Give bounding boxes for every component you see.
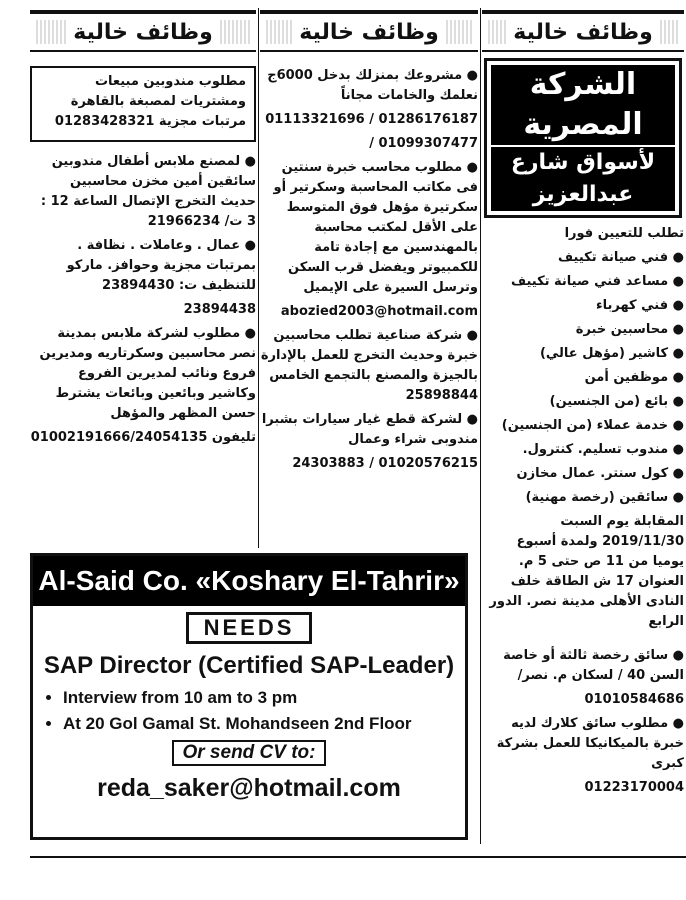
job-item: ● موظفين أمن <box>584 370 684 385</box>
boxed-ad <box>30 66 256 142</box>
needs-label: NEEDS <box>186 612 312 644</box>
intro-text: تطلب للتعيين فورا <box>564 226 684 241</box>
company-banner <box>484 58 682 218</box>
right-ad-main <box>482 224 684 632</box>
ad-text: ● مطلوب لشركة ملابس بمدينة نصر محاسبين وسكرتاريه ومديرين فروع ونائب لمديرين الفروع وكاشير وبائعين وبائعات يشترط حسن المظهر والمؤهل <box>39 326 256 421</box>
right-ad-2 <box>482 646 684 798</box>
job-item: ● فني صيانة تكييف <box>558 250 684 265</box>
ad-phone: 01223170004 <box>584 780 684 795</box>
company-subname: لأسواق شارع عبدالعزيز <box>491 147 675 211</box>
ad-text: ● مشروعك بمنزلك بدخل 6000ج نعلمك والخامات مجاناً <box>267 68 478 103</box>
ad-phone: 01010584686 <box>584 692 684 707</box>
left-header <box>30 10 256 52</box>
left-ads <box>30 152 256 448</box>
english-ad-company: Al-Said Co. «Koshary El-Tahrir» <box>33 556 465 606</box>
interview-text: المقابلة يوم السبت 2019/11/30 ولمدة أسبوع يوميا من 11 ص حتى 5 م. العنوان 17 ش الطاقة خلف النادى الأهلى مدينة نصر. الدور الرابع <box>489 514 684 629</box>
middle-ads <box>260 66 478 474</box>
job-item: ● بائع (من الجنسين) <box>549 394 684 409</box>
ad-text: ● لشركة قطع غيار سيارات بشبرا مندوبى شراء وعمال <box>261 412 478 447</box>
company-name: الشركة المصرية <box>491 65 675 145</box>
column-divider <box>258 8 259 548</box>
job-item: ● فني كهرباء <box>595 298 684 313</box>
job-item: ● مندوب تسليم. كنترول. <box>522 442 684 457</box>
job-item: ● محاسبين خبرة <box>575 322 684 337</box>
ad-text: ● عمال . وعاملات . نظافة . بمرتبات مجزية وحوافز. ماركو للتنظيف ت: 23894430 <box>66 238 256 293</box>
job-item: ● خدمة عملاء (من الجنسين) <box>501 418 684 433</box>
ad-text: مطلوب مندوبين مبيعات ومشتريات لمصبغة بالقاهرة مرتبات مجزية 01283428321 <box>54 74 246 129</box>
bullet-item: • At 20 Gol Gamal St. Mohandseen 2nd Floor <box>63 714 465 734</box>
ad-text: ● مطلوب محاسب خبرة سنتين فى مكاتب المحاسبة وسكرتير أو سكرتيرة مؤهل فوق المتوسط على الأقل لمكتب محاسبة بالمهندسين مع إجادة تامة للكمبيوتر ويفضل قرب السكن وترسل السيرة على الإيميل <box>273 160 478 295</box>
right-header <box>482 10 684 52</box>
english-ad-bullets <box>63 688 465 734</box>
contact-email[interactable]: reda_saker@hotmail.com <box>97 774 401 802</box>
right-header-title: وظائف خالية <box>507 20 658 45</box>
ad-email: abozied2003@hotmail.com <box>280 304 478 319</box>
job-item: ● كول سنتر. عمال مخازن <box>516 466 684 481</box>
cv-label: Or send CV to: <box>172 740 326 766</box>
left-header-title: وظائف خالية <box>67 20 218 45</box>
ad-text: ● مطلوب سائق كلارك لديه خبرة بالميكانيكا للعمل بشركة كبرى <box>496 716 684 771</box>
middle-header-title: وظائف خالية <box>293 20 444 45</box>
ad-phone: 01286176187 / 01113321696 <box>265 112 478 127</box>
ad-phone: تليفون 01002191666/24054135 <box>30 430 256 445</box>
english-ad <box>30 553 468 840</box>
ad-text: ● سائق رخصة ثالثة أو خاصة السن 40 / لسكان م. نصر/ <box>503 648 684 683</box>
ad-phone: 01020576215 / 24303883 <box>292 456 478 471</box>
middle-header <box>260 10 478 52</box>
ad-phone: 23894438 <box>183 302 256 317</box>
middle-column <box>260 0 478 478</box>
ad-phone: 01099307477 / <box>369 136 478 151</box>
left-column <box>30 0 256 452</box>
bottom-rule <box>30 856 686 858</box>
ad-text: ● لمصنع ملابس أطفال مندوبين سائقين أمين مخزن محاسبين حديث التخرج الإتصال الساعة 12 : 3 ت/ 21966234 <box>40 154 256 229</box>
bullet-item: • Interview from 10 am to 3 pm <box>63 688 465 708</box>
ad-text: ● شركة صناعية تطلب محاسبين خبرة وحديث التخرج للعمل بالإدارة بالجيزة والمصنع بالتجمع الخامس 25898844 <box>260 328 478 403</box>
job-item: ● مساعد فني صيانة تكييف <box>510 274 684 289</box>
job-item: ● كاشير (مؤهل عالي) <box>539 346 684 361</box>
right-column <box>482 0 684 802</box>
column-divider <box>480 8 481 844</box>
role-title: SAP Director (Certified SAP-Leader) <box>43 652 455 679</box>
job-item: ● سائقين (رخصة مهنية) <box>525 490 684 505</box>
